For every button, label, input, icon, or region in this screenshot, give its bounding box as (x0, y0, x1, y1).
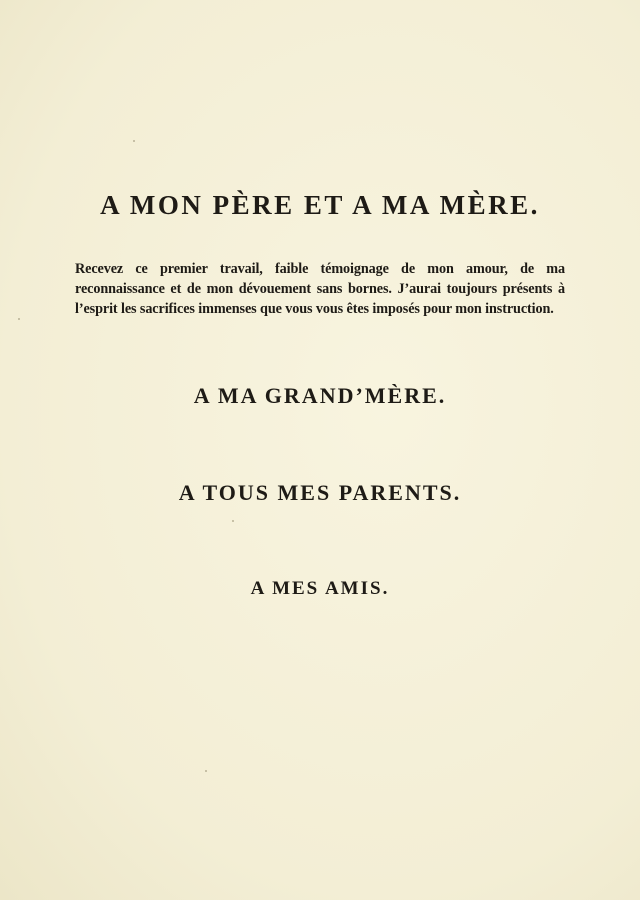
dedication-relatives-heading: A TOUS MES PARENTS. (178, 480, 462, 505)
paper-speck (205, 770, 207, 772)
paper-speck (232, 520, 234, 522)
dedication-parents-heading: A MON PÈRE ET A MA MÈRE. (100, 190, 540, 220)
paper-speck (18, 318, 20, 320)
dedication-grandmother-heading: A MA GRAND’MÈRE. (193, 383, 447, 408)
paper-speck (133, 140, 135, 142)
dedication-friends-heading: A MES AMIS. (250, 578, 390, 599)
dedication-parents-text: Recevez ce premier travail, faible témoignage de mon amour, de ma reconnaissance et de mon dévouement sans bornes. J’aurai toujours présents à l’esprit les sacrifices immenses que vous vous êtes imposés pour mon instruction. (75, 261, 565, 317)
